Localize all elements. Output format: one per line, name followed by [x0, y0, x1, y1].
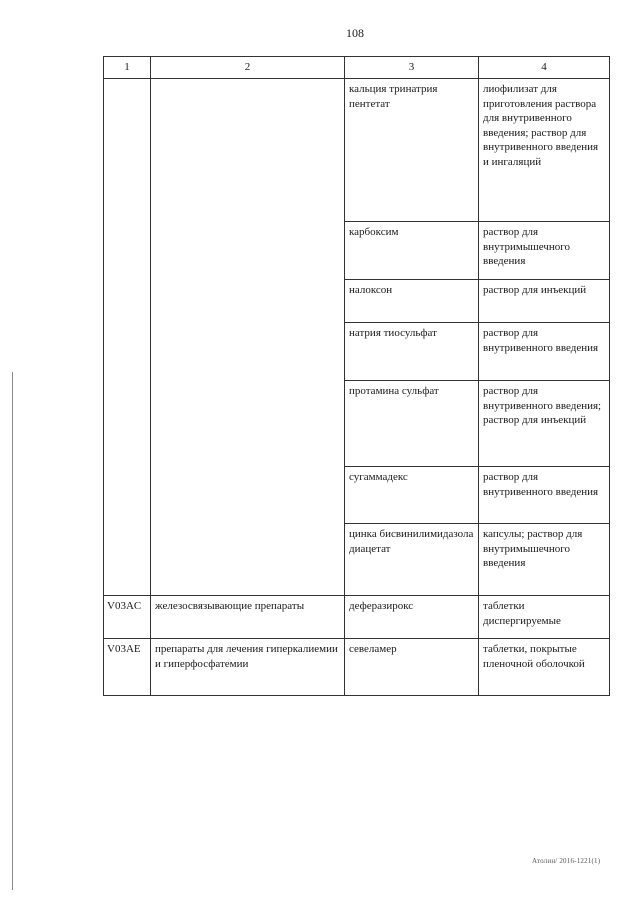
drug-name-cell: протамина сульфат — [345, 381, 479, 467]
drug-name-cell: цинка бисвинилимидазола диацетат — [345, 524, 479, 596]
drug-name-cell: севеламер — [345, 639, 479, 696]
dosage-form-cell: раствор для инъекций — [479, 280, 610, 323]
dosage-form-cell: раствор для внутримышечного введения — [479, 222, 610, 280]
drug-name-cell: кальция тринатрия пентетат — [345, 79, 479, 222]
column-header-1: 1 — [104, 57, 151, 79]
column-header-2: 2 — [151, 57, 345, 79]
drug-name-cell: деферазирокс — [345, 596, 479, 639]
table-row — [104, 596, 610, 639]
dosage-form-cell: раствор для внутривенного введения; раствор для инъекций — [479, 381, 610, 467]
dosage-form-cell: раствор для внутривенного введения — [479, 467, 610, 524]
page-number: 108 — [346, 26, 364, 40]
document-footer-code: Атолин/ 2016-1221(1) — [532, 857, 601, 865]
drug-name-cell: сугаммадекс — [345, 467, 479, 524]
drug-table — [103, 56, 610, 696]
table-header-row — [104, 57, 610, 79]
dosage-form-cell: таблетки, покрытые пленочной оболочкой — [479, 639, 610, 696]
column-header-4: 4 — [479, 57, 610, 79]
dosage-form-cell: раствор для внутривенного введения — [479, 323, 610, 381]
table-row — [104, 79, 610, 222]
scan-margin-line — [12, 372, 13, 890]
drug-name-cell: карбоксим — [345, 222, 479, 280]
dosage-form-cell: капсулы; раствор для внутримышечного введения — [479, 524, 610, 596]
table-row — [104, 639, 610, 696]
dosage-form-cell: таблетки диспергируемые — [479, 596, 610, 639]
code-cell-empty — [104, 79, 151, 596]
atc-code-cell: V03AE — [104, 639, 151, 696]
drug-name-cell: натрия тиосульфат — [345, 323, 479, 381]
drug-group-cell: железосвязывающие препараты — [151, 596, 345, 639]
dosage-form-cell: лиофилизат для приготовления раствора для внутривенного введения; раствор для внутривенного введения и ингаляций — [479, 79, 610, 222]
drug-group-cell: препараты для лечения гиперкалиемии и гиперфосфатемии — [151, 639, 345, 696]
group-cell-empty — [151, 79, 345, 596]
drug-name-cell: налоксон — [345, 280, 479, 323]
column-header-3: 3 — [345, 57, 479, 79]
atc-code-cell: V03AC — [104, 596, 151, 639]
